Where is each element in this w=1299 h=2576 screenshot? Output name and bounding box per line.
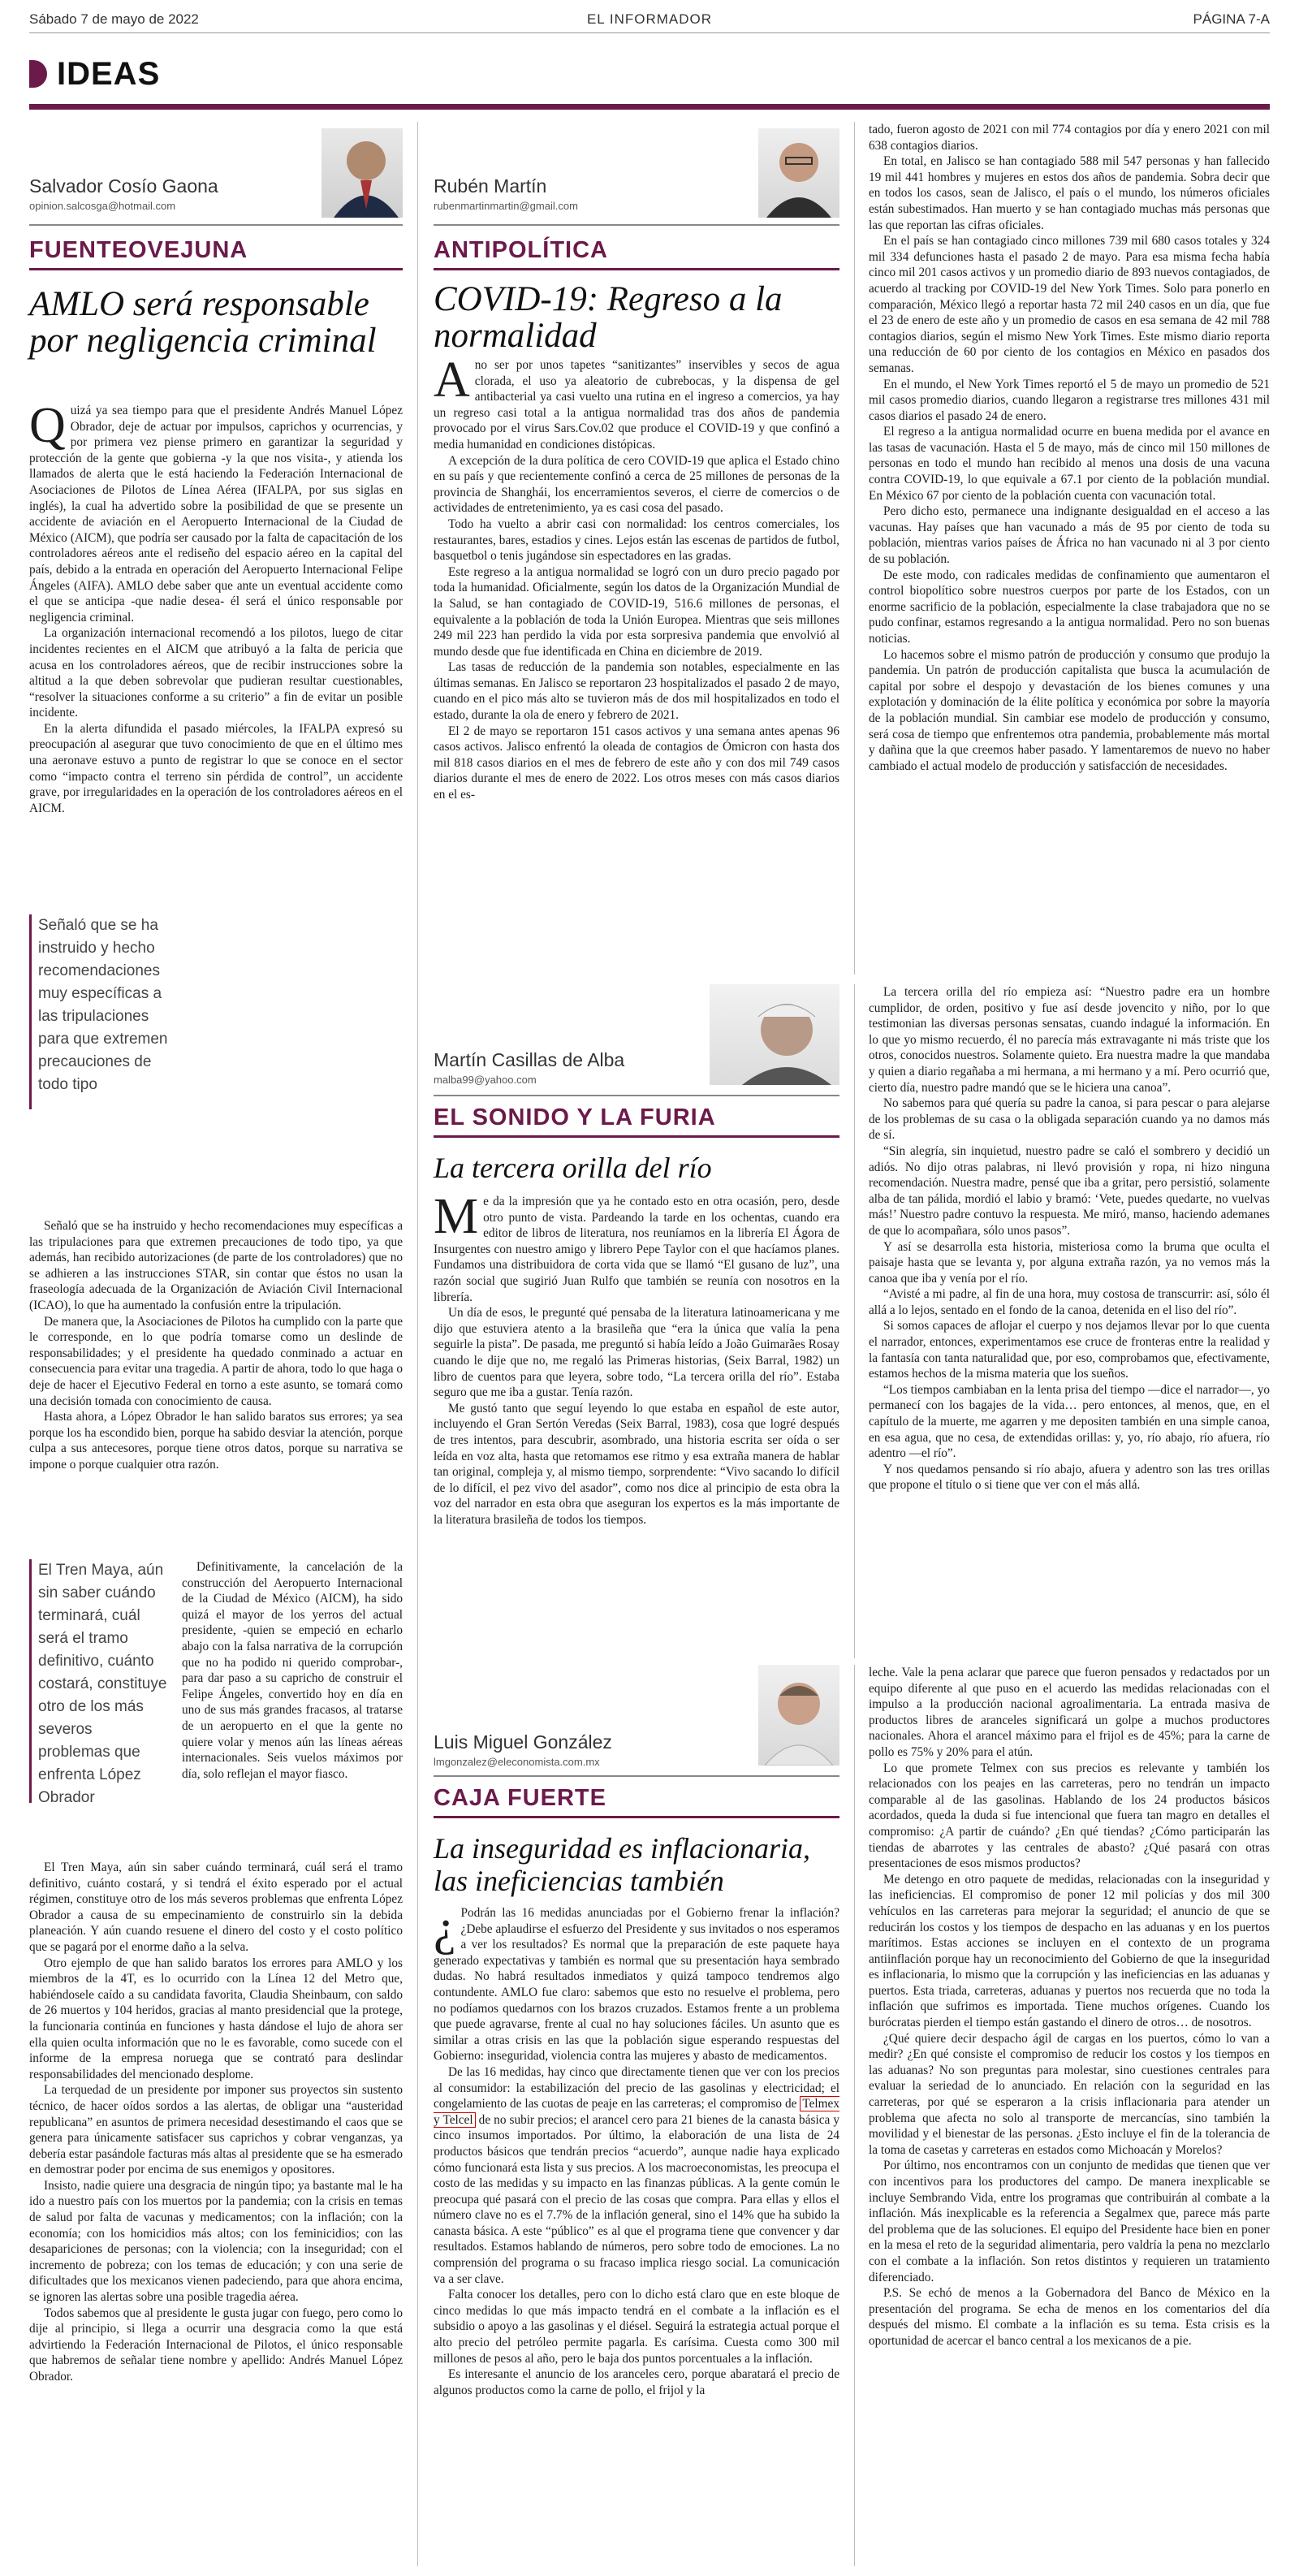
paragraph: Señaló que se ha instruido y hecho recomendaciones muy específicas a las tripulaciones para que extremen precauciones de todo tipo, ya que además, han recibido autorizaciones (de parte de los controladores) que no se adhieren a las instrucciones STAR, sin contar que éstos no usan la fraseología adecuada de la Organización de Aviación Civil Internacional (ICAO), lo que ha aumentado la confusión entre la tripulación. [29,1219,403,1312]
paragraph: El regreso a la antigua normalidad ocurre en buena medida por el avance en las tasas de vacunación. Hasta el 5 de mayo, más de cinco mil 150 millones de personas en todo el mundo han recibido al menos una dosis de una vacuna contra COVID-19, lo que equivale a 67.1 por ciento de la población mundial. En México 67 por ciento de la población cuenta con vacunación total. [869,425,1270,503]
paragraph: La terquedad de un presidente por imponer sus proyectos sin sustento técnico, de hacer oídos sordos a las alertas, de obligar una “austeridad republicana” en asuntos de primera necesidad desestimando el caos que se genera para únicamente satisfacer sus caprichos y cobrar venganzas, ya debería estar pasándole facturas más altas al presidente que se ha esmerado en demostrar poder por encima de sus enemigos y opositores. [29,2083,403,2177]
author-photo-cosio [322,128,403,218]
author-email: lmgonzalez@eleconomista.com.mx [434,1756,600,1768]
paragraph: Todo ha vuelto a abrir casi con normalidad: los centros comerciales, los restaurantes, bares, estadios y cines. Lejos están las escenas de partidos de futbol, basquetbol o tenis jugándose sin espectadores en las gradas. [434,516,839,564]
paragraph [434,2064,839,2287]
author-name: Rubén Martín [434,175,547,197]
paragraph: ¿Qué quiere decir despacho ágil de cargas en los puertos, cómo lo van a medir? ¿En qué consiste el compromiso de reducir los costos y los tiempos en las aduanas? No son preguntas para molestar, sino cuestiones centrales para evaluar la seriedad de lo anunciado. En relación con la seguridad en las carreteras, por qué se esperaron a la crisis inflacionaria para atender un problema que afecta no solo al transporte de mercancías, sino también la movilidad y el bienestar de las personas. ¿Esto incluye el fin de la tolerancia de la toma de casetas y carreteras en estados como Michoacán y Morelos? [869,2031,1270,2157]
paragraph: Podrán las 16 medidas anunciadas por el Gobierno frenar la inflación? ¿Debe aplaudirse el esfuerzo del Presidente y sus invitados o nos esperamos a ver los resultados? Es normal que la preparación de este paquete haya generado expectativas y también es normal que su presentación haya sembrado dudas. No habrá resultados inmediatos y quizá tampoco tendremos algo contundente. AMLO fue claro: sabemos que esto no resuelve el problema, pero no podíamos quedarnos con los brazos cruzados. Estamos frente a un problema que puede agravarse, frente al cual no hay soluciones fáciles. Un asunto que es similar a otras crisis en las que la población sigue esperando respuestas del Gobierno: inseguridad, violencia contra las mujeres y abasto de medicamentos. [434,1906,839,2064]
paragraph: De este modo, con radicales medidas de confinamiento que aumentaron el control biopolítico sobre nuestros cuerpos por parte de los Estados, con un enorme sacrificio de la población, especialmente la clase trabajadora que no se pudo confinar, estamos regresando a la antigua normalidad. Pero no son buenas noticias. [869,568,1270,646]
drop-cap: ¿ [434,1905,456,1956]
paragraph: Definitivamente, la cancelación de la construcción del Aeropuerto Internacional de la Ciudad de México (AICM), ha sido quizá el mayor de los yerros del actual presidente, -quien se empeció en echarlo abajo con la falsa narrativa de la corrupción que no ha podido ni querido comprobar-, para dar paso a su capricho de construir el Felipe Ángeles, convertido hoy en día en uno de sus más grandes fracasos, al tratarse de un aeropuerto en el que la gente no quiere volar y menos aún las líneas aéreas internacionales. Seis vuelos máximos por día, solo reflejan el mayor fiasco. [182,1560,403,1781]
paragraph: “Avisté a mi padre, al fin de una hora, muy costosa de transcurrir: así, sólo él allá a lo lejos, sentado en el fondo de la canoa, detenida en el liso del río”. [869,1287,1270,1317]
paragraph: A excepción de la dura política de cero COVID-19 que aplica el Estado chino en su país y que recientemente confinó a cerca de 25 millones de personas de la provincia de Shanghái, los encerramientos severos, el cierre de comercios o de actividades de entretenimiento, ya es casi cosa del pasado. [434,453,839,516]
paragraph: Por último, nos encontramos con un conjunto de medidas que tienen que ver con incentivos para los productores del campo. De manera inexplicable se incluye Sembrando Vida, entre los programas que contribuirán al combate a la inflación. Más inexplicable es la referencia a Segalmex que, parece más parte del problema que de las soluciones. El equipo del Presidente hace bien en poner en la mesa el reto de la seguridad alimentaria, pero valdría la pena no mezclarlo con el combate a la inflación. Son retos distintos y requieren un tratamiento diferenciado. [869,2159,1270,2284]
drop-cap: M [434,1194,479,1244]
paragraph: Lo que promete Telmex con sus precios es relevante y también los relacionados con los peajes en las carreteras, pero no tendrán un impacto comparable al de las gasolinas. Hablando de los 24 productos básicos acordados, queda la duda si fue intencional que fuera tan magro en detalles el compromiso: ¿A partir de cuándo? ¿En qué tiendas? ¿Cómo participarán las tiendas de abarrotes y las centrales de abasto? ¿Qué pasará con otras presentaciones de esos mismos productos? [869,1761,1270,1871]
section-header [29,54,160,94]
section-rule [29,104,1270,110]
paragraph: Falta conocer los detalles, pero con lo dicho está claro que en este bloque de cinco medidas lo que más impacto tendrá en el combate a la inflación es el subsidio o apoyo a las gasolinas y el diésel. Seguirá la estrategia actual porque el alto precio del petróleo permite pagarla. Es carísima. Cuesta como 300 mil millones de pesos al año, pero le baja dos puntos porcentuales a la inflación. [434,2288,839,2366]
column-divider [854,984,855,1658]
article-headline: La inseguridad es inflacionaria, las ineficiencias también [434,1832,811,1897]
paragraph: no ser por unos tapetes “sanitizantes” inservibles y secos de agua clorada, el uso ya aleatorio de cubrebocas, y la dispensa de gel antibacterial ya casi vuelto una rutina en el ingreso a comercios, ya hay un regreso casi total a la antigua normalidad tras dos años de pandemia provocado por el virus Sars.Cov.02 que produce el COVID-19 y que confinó a media humanidad en condiciones distópicas. [434,358,839,452]
byline-rule [29,224,403,226]
column-divider [417,122,418,2566]
paragraph: En el país se han contagiado cinco millones 739 mil 680 casos totales y 324 mil 334 defunciones hasta el pasado 2 de mayo. Para esa misma fecha había cinco mil 201 casos activos y un promedio diario de 893 nuevos contagiados, de acuerdo al tracking por COVID-19 del New York Times. Solo para ponerlo en comparación, México llegó a reportar hasta 72 mil 240 casos en un día, que fue el 23 de enero de este año y un promedio de casos en esa semana de 42 mil 788 contagios diarios, según el mismo New York Times. Este mismo diario reporta una reducción de 60 por ciento de los contagios en México en pasados dos semanas. [869,234,1270,375]
kicker-rule [434,1135,839,1138]
paragraph: uizá ya sea tiempo para que el presidente Andrés Manuel López Obrador, deje de actuar por impulsos, caprichos y ocurrencias, y por primera vez piense primero en garantizar la seguridad y protección de la gente que gobierna -y la que nos visita-, y atienda los llamados de alerta que le está haciendo la Federación Internacional de Asociaciones de Pilotos de Línea Aérea (IFALPA, por sus siglas en inglés), la cual ha advertido sobre la posibilidad de que se presente un accidente de aviación en el Aeropuerto Internacional de la Ciudad de México (AICM), que podría ser causado por la falta de capacitación de los controladores aéreos ante el rediseño del espacio aéreo en la capital del país, debido a la entrada en operación del Aeropuerto Internacional Felipe Ángeles (AIFA). AMLO debe saber que ante un eventual accidente como el que se anticipa -que nadie desea- él será el único responsable por negligencia criminal. [29,404,403,625]
paragraph: La organización internacional recomendó a los pilotos, luego de citar incidentes recientes en el AICM que atribuyó a la falta de pericia que acusa en los controladores aéreos, que de recibir instrucciones sobre la altitud a la que deben sobrevolar que pudieran resultar cuestionables, “resolver la situaciones conforme a su criterio” a fin de evitar un posible incidente. [29,626,403,720]
article-body-col2 [434,357,839,975]
kicker-rule [434,1816,839,1818]
caja-byline [434,1665,839,1770]
paragraph: Un día de esos, le pregunté qué pensaba de la literatura latinoamericana y me dijo que estuviera atento a la brasileña que “era la única que valía la pena seguirle la pista”. De pasada, me preguntó si había leído a João Guimarães Rosay cuando le dije que no, me regaló las Primeras historias, (Seix Barral, 1982) un libro de cuentos para que leyera, sobre todo, “La tercera orilla del río”. Estaba seguro que me iba a gustar. Tenía razón. [434,1306,839,1400]
article-body-col1-mid [29,1218,403,1543]
paragraph: Y nos quedamos pensando si río abajo, afuera y adentro son las tres orillas que propone el título o si tiene que ver con el más allá. [869,1462,1270,1493]
author-email: malba99@yahoo.com [434,1074,537,1086]
paragraph: El 2 de mayo se reportaron 151 casos activos y una semana antes apenas 96 casos activos. Jalisco enfrentó la oleada de contagios de Ómicron con hasta dos mil 818 casos diarios en el mes de febrero de este año y con dos mil 749 casos diarios durante el mes de enero de 2022. Los otros meses con más casos diarios en el es- [434,724,839,802]
author-photo-martin [758,128,839,218]
column-kicker: ANTIPOLÍTICA [434,237,608,263]
paragraph: Insisto, nadie quiere una desgracia de ningún tipo; ya bastante mal le ha ido a nuestro país con los muertos por la pandemia; con la crisis en temas de salud por falta de vacunas y medicamentos; con la inflación; con la economía; con los homicidios más altos; con los feminicidios; con las desapariciones de personas; con la violencia; con la inseguridad; con el incremento de pobreza; con los temas de educación; y con una serie de dificultades que los mexicanos vienen padeciendo, para que ahora encima, se ignoren las alertas sobre una posible tragedia aérea. [29,2178,403,2305]
issue-date: Sábado 7 de mayo de 2022 [29,11,199,27]
page-number: PÁGINA 7-A [1193,11,1270,27]
publication-name: EL INFORMADOR [586,11,713,27]
column-kicker: FUENTEOVEJUNA [29,237,248,263]
paragraph: La tercera orilla del río empieza así: “Nuestro padre era un hombre cumplidor, de orden, positivo y fue así desde jovencito y niño, por lo que testimonian las diversas personas sensatas, cuando indagué la información. En lo que yo mismo recuerdo, él no parecía más extravagante ni más triste que los otros, conocidos nuestros. Solamente quieto. Era nuestra madre la que mandaba y quien a diario regañaba a mi hermana, a mi hermano y a mí. Pero ocurrió que, cierto día, nuestro padre mandó que se le hiciera una canoa”. [869,985,1270,1095]
drop-cap: Q [29,403,66,453]
paragraph: En total, en Jalisco se han contagiado 588 mil 547 personas y han fallecido 19 mil 441 hombres y mujeres en estos dos años de pandemia. Sobra decir que en todos los casos, sean de Jalisco, el país o el mundo, los números oficiales están subestimados. Han muerto y se han contagiado muchas más personas que las que reportan las cifras oficiales. [869,154,1270,232]
author-email: rubenmartinmartin@gmail.com [434,200,578,212]
article-body-col3 [869,122,1270,975]
paragraph: De manera que, la Asociaciones de Pilotos ha cumplido con la parte que le corresponde, en lo que podría tomarse como un deslinde de responsabilidades; y el presidente ha quedado conminado a actuar en consecuencia para evitar una tragedia. A partir de ahora, todo lo que haga o deje de hacer el Ejecutivo Federal en torno a este asunto, se tomará como una decisión tomada con conocimiento de causa. [29,1314,403,1408]
paragraph: tado, fueron agosto de 2021 con mil 774 contagios por día y enero 2021 con mil 638 contagios diarios. [869,123,1270,153]
paragraph: leche. Vale la pena aclarar que parece que fueron pensados y redactados por un equipo diferente al que puso en el acuerdo las medidas relacionadas con el impulso a la producción nacional agroalimentaria. La entrada masiva de productos libres de aranceles significará un golpe a muchos productores nacionales. Ahora el arancel máximo para el frijol es de 45%; para la carne de pollo es 75% y 20% para el atún. [869,1666,1270,1759]
author-photo-casillas [710,984,839,1085]
section-title: IDEAS [57,55,161,92]
column-kicker: EL SONIDO Y LA FURIA [434,1104,716,1130]
telmex-telcel-link[interactable]: Telmex y Telcel [434,2097,839,2127]
author-email: opinion.salcosga@hotmail.com [29,200,176,212]
paragraph: Hasta ahora, a López Obrador le han salido baratos sus errores; ya sea porque los ha escondido bien, porque ha sabido desviar la atención, porque culpa a sus antecesores, porque tiene otros datos, porque su narrativa se impone o porque cualquier otra razón. [29,1410,403,1472]
paragraph: Es interesante el anuncio de los aranceles cero, porque abaratará el precio de algunos productos como la carne de pollo, el frijol y la [434,2367,839,2397]
top-rule [29,32,1270,33]
byline-rule [434,224,839,226]
byline-rule [434,1095,839,1096]
col1-byline [29,122,403,219]
author-name: Salvador Cosío Gaona [29,175,218,197]
paragraph: En el mundo, el New York Times reportó el 5 de mayo un promedio de 521 mil casos promedio diarios, cuando llegaron a registrarse tres millones 431 mil casos diarios el pasado 24 de enero. [869,377,1270,423]
paragraph: No sabemos para qué quería su padre la canoa, si para pescar o para alejarse de los problemas de su casa o la obligada separación cuando ya no damos más de sí. [869,1096,1270,1143]
article-body-sonido [434,1194,839,1649]
column-divider [854,122,855,975]
drop-cap: A [434,357,470,408]
kicker-rule [434,268,839,270]
paragraph: Me detengo en otro paquete de medidas, relacionadas con la inseguridad y las ineficiencias. El compromiso de poner 12 mil policías y dos mil 300 vehículos en las carreteras para mejorar la seguridad; el anuncio de que se reducirán los costos y los tiempos de despacho en las aduanas y en los puertos marítimos. Estas acciones se incluyen en el contexto de un programa antiinflación porque hay un reconocimiento del Gobierno de que la inseguridad es inflacionaria, lo mismo que la corrupción y las ineficiencias en las aduanas y puertos. Esta triada, carreteras, aduanas y puertos nos recuerda que no toda la inflación que sufrimos es importada. Tiene muchos orígenes. Cuando los burócratas pierden el tiempo están gastando el dinero de otros… de nosotros. [869,1872,1270,2030]
paragraph: P.S. Se echó de menos a la Gobernadora del Banco de México en la presentación del programa. Se echa de menos en los comentarios del día después del mismo. El combate a la inflación es su tema. Esta crisis es la oportunidad de acercar el banco central a los mexicanos de a pie. [869,2286,1270,2348]
paragraph: Y así se desarrolla esta historia, misteriosa como la bruma que oculta el paisaje hasta que se levanta y, por alguna extraña razón, ya no vemos más la canoa que iba y venía por el río. [869,1239,1270,1286]
paragraph: El Tren Maya, aún sin saber cuándo terminará, cuál será el tramo definitivo, cuánto costará, y si tendrá el éxito esperado por el actual régimen, constituye otro de los más severos problemas que enfrenta López Obrador a causa de su empecinamiento de construirlo sin la debida planeación. Y aún cuando resuene el dinero del costo y el costo político que se pagará por el enorme daño a la selva. [29,1861,403,1954]
col2-byline [434,122,839,219]
article-body-caja [434,1905,839,2568]
paragraph: Pero dicho esto, permanece una indignante desigualdad en el acceso a las vacunas. Hay países que han vacunado a más de 95 por ciento de toda su población, mientras varios países de África no han vacunado ni al 3 por ciento de su población. [869,504,1270,567]
author-name: Martín Casillas de Alba [434,1049,625,1070]
paragraph: “Los tiempos cambiaban en la lenta prisa del tiempo —dice el narrador—, yo permanecí con los bagajes de la vida… pero entonces, al menos, que, en el capítulo de la muerte, me agarren y me depositen también en una simple canoa, en esa agua, que no cesa, de extendidas orillas: y, yo, río abajo, río afuera, río adentro —el río”. [869,1382,1270,1461]
article-body-col1-bottom [29,1860,403,2566]
paragraph: “Sin alegría, sin inquietud, nuestro padre se caló el sombrero y decidió un adiós. No dijo otras palabras, ni llevó provisión y ropa, ni hizo ninguna recomendación. Nuestra madre, pensé que iba a gritar, pero persistió, solamente alba de tan pálida, mordió el labio y bramó: ‘Vete, puedes quedarte, no vuelvas más!’ Nuestro padre contuvo la respuesta. Me miró, manso, haciendo ademanes de que lo acompañara, sólo unos pasos”. [869,1143,1270,1238]
paragraph: Este regreso a la antigua normalidad se logró con un duro precio pagado por toda la humanidad. Oficialmente, según los datos de la Organización Mundial de la Salud, se han contagiado de COVID-19, 516.6 millones de personas, el equivalente a la población de toda la Unión Europea. Mientras que seis millones 249 mil 223 han perdido la vida por esta sorpresiva pandemia que envolvió al mundo desde que fue identificada en China en diciembre de 2019. [434,564,839,659]
column-divider [854,1665,855,2566]
author-name: Luis Miguel González [434,1731,612,1753]
column-kicker: CAJA FUERTE [434,1785,606,1811]
paragraph: Lo hacemos sobre el mismo patrón de producción y consumo que produjo la pandemia. Un patrón de producción capitalista que busca la acumulación de capital por sobre el despojo y devastación de los bienes comunes y una explotación y dominación de la élite política y económica por sobre la mayoría de la población mundial. Sin cambiar ese modelo de producción y consumo, será cosa de tiempo que enfrentemos otra pandemia, probablemente más mortal y dañina que la que creemos haber pasado. Y lamentaremos de nuevo no haber cambiado el actual modelo de producción y satisfacción de necesidades. [869,647,1270,773]
paragraph: Todos sabemos que al presidente le gusta jugar con fuego, pero como lo dije al principio, si llega a ocurrir una desgracia como la que está advirtiendo la Federación Internacional de Pilotos, el único responsable que habremos de señalar tiene nombre y apellido: Andrés Manuel López Obrador. [29,2306,403,2384]
paragraph: Otro ejemplo de que han salido baratos los errores para AMLO y los miembros de la 4T, es lo ocurrido con la Línea 12 del Metro que, habiéndosele caído a su candidata favorita, Claudia Sheinbaum, con saldo de 26 muertos y 104 heridos, gracias al manto presidencial que la protege, la funcionaria continúa en funciones y hasta dándose el lujo de ahora ser ella quien oculta información que no le es favorable, como sucede con el informe de la empresa noruega que se contrató para deslindar responsabilidades del mencionado desplome. [29,1956,403,2081]
author-photo-gonzalez [758,1665,839,1766]
pull-quote: El Tren Maya, aún sin saber cuándo terminará, cuál será el tramo definitivo, cuánto costará, constituye otro de los más severos problemas que enfrenta López Obrador [29,1559,167,1803]
paragraph: e da la impresión que ya he contado esto en otra ocasión, pero, desde otro punto de vista. Pardeando la tarde en los ochentas, cuando era editor de libros de literatura, nos reuníamos en la librería El Ágora de Insurgentes con nuestro amigo y librero Pepe Taylor con el que hacíamos planes. Fundamos una distribuidora de corta vida que se llamó “El gusano de luz”, una razón social que sugirió Juan Rulfo que también se reunía con nosotros en la librería. [434,1195,839,1304]
pull-quote: Señaló que se ha instruido y hecho recomendaciones muy específicas a las tripulaciones para que extremen precauciones de todo tipo [29,914,175,1109]
article-body-sonido-right [869,984,1270,1658]
article-headline: La tercera orilla del río [434,1152,712,1184]
paragraph: Si somos capaces de aflojar el cuerpo y nos dejamos llevar por lo que cuenta el narrador, entonces, experimentamos ese cruce de fronteras entre la realidad y la fantasía con tanta naturalidad que, por eso, comprobamos que, efectivamente, estamos hechos de la misma materia que los sueños. [869,1319,1270,1381]
kicker-rule [29,268,403,270]
paragraph: Me gustó tanto que seguí leyendo lo que estaba en español de este autor, incluyendo el Gran Sertón Veredas (Seix Barral, 1983), cosa que logré después de tres intentos, para descubrir, asombrado, una historia escrita ser oída o ser leída en voz alta, hasta que retomamos ese ritmo y esa extraña manera de hablar tan original, compleja y, al mismo tiempo, sorprendente: “Vivo sacando lo difícil de lo difícil, el pez vivo del asador”, como nos dice al principio de esta obra la voz del narrador en esta obra que aseguran los expertos es la más importante de la literatura brasileña de todos los tiempos. [434,1401,839,1527]
paragraph-text: De las 16 medidas, hay cinco que directamente tienen que ver con los precios al consumidor: la estabilización del precio de las gasolinas y electricidad; el congelamiento de las cuotas de peaje en las carreteras; el compromiso de [434,2064,839,2111]
sonido-byline [434,984,839,1090]
byline-rule [434,1775,839,1777]
paragraph: Las tasas de reducción de la pandemia son notables, especialmente en las últimas semanas. En Jalisco se reportaron 23 hospitalizados el pasado 2 de mayo, cuando en el pico más alto se tuvieron más de dos mil hospitalizados en todo el estado, durante la ola de enero y febrero de 2021. [434,660,839,723]
paragraph: En la alerta difundida el pasado miércoles, la IFALPA expresó su preocupación al asegurar que tuvo conocimiento de que en el último mes una aeronave estuvo a punto de registrar lo que se conoce en el sector como “impacto contra el terreno sin pérdida de control”, un accidente grave, por irregularidades en la operación de los controladores aéreos en el AICM. [29,721,403,815]
article-body-caja-right [869,1665,1270,2568]
article-headline: AMLO será responsable por negligencia criminal [29,285,377,360]
paragraph-text: de no subir precios; el arancel cero para 21 bienes de la canasta básica y cinco insumos importados. Por último, la elaboración de una lista de 24 productos básicos que tendrán precios “acuerdo”, aunque nadie haya explicado cómo funcionará esta lista y sus precios. A los macroeconomistas, les preocupa el costo de las medidas y su impacto en las finanzas públicas. A la gente común le preocupa qué pasará con el precio de las cosas que compra. Para ellas y ellos el número clave no es el 7.7% de la inflación general, sino el 14% que ha subido la canasta básica. A este “público” es al que el programa tiene que convencer y dar resultados. Estamos hablando de números, pero sobre todo de emociones. La no comprensión del programa o su fracaso implica riesgo social. La comunicación va a ser clave. [434,2112,839,2286]
article-body-col1-narrow [182,1559,403,1852]
section-marker-icon [29,60,47,88]
page-topline [29,11,1270,28]
article-headline: COVID-19: Regreso a la normalidad [434,280,783,355]
